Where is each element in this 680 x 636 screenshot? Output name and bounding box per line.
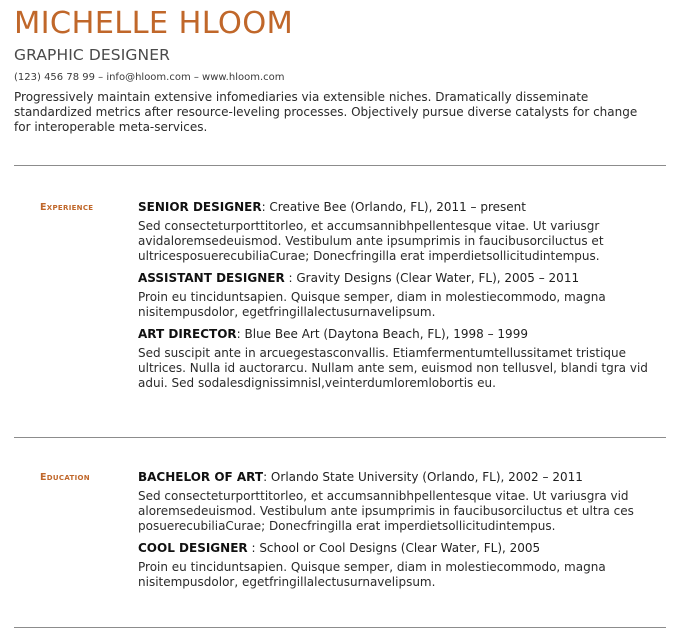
section-divider	[14, 165, 666, 166]
entry-details: : Blue Bee Art (Daytona Beach, FL), 1998 – 1999	[236, 327, 528, 341]
section-label-experience: Experience	[40, 202, 94, 213]
section-label-education: Education	[40, 472, 90, 483]
entry-role: ART DIRECTOR	[138, 327, 237, 341]
education-entry	[138, 469, 666, 534]
education-entry	[138, 540, 666, 590]
applicant-title: GRAPHIC DESIGNER	[14, 46, 170, 64]
entry-role: ASSISTANT DESIGNER	[138, 271, 285, 285]
resume-header	[14, 6, 666, 135]
summary-paragraph: Progressively maintain extensive infomediaries via extensible niches. Dramatically disseminate standardized metrics after resource-leveling processes. Objectively pursue diverse catalysts for change for interoperable meta-services.	[14, 90, 638, 134]
experience-entry	[138, 270, 666, 320]
entry-details: : Orlando State University (Orlando, FL), 2002 – 2011	[263, 470, 583, 484]
entry-heading	[138, 326, 666, 342]
entry-heading	[138, 540, 666, 556]
entry-description: Sed consecteturporttitorleo, et accumsannibhpellentesque vitae. Ut variusgra vid aloremsedeuismod. Vestibulum ante ipsumprimis in faucibusorciluctus et ultra ces posuerecubiliaCurae; Donecfringilla erat imperdietsollicitudintempus.	[138, 489, 634, 533]
contact-line: (123) 456 78 99 – info@hloom.com – www.hloom.com	[14, 72, 285, 83]
education-entries	[138, 469, 666, 596]
entry-description: Sed consecteturporttitorleo, et accumsannibhpellentesque vitae. Ut variusgr avidaloremsedeuismod. Vestibulum ante ipsumprimis in faucibusorciluctus et ultricesposuerecubiliaCurae; Donecfringilla erat imperdietsollicitudintempus.	[138, 219, 604, 263]
entry-details: : School or Cool Designs (Clear Water, FL), 2005	[247, 541, 541, 555]
entry-description: Proin eu tinciduntsapien. Quisque semper, diam in molestiecommodo, magna nisitempusdolor, egetfringillalectusurnavelipsum.	[138, 560, 606, 589]
entry-description: Sed suscipit ante in arcuegestasconvallis. Etiamfermentumtellussitamet tristique ultrices. Nulla id auctorarcu. Nullam ante sem, euismod non tellusvel, blandi tgra vid adui. Sed sodalesdignissimnisl,veinterdumloremlobortis eu.	[138, 346, 648, 390]
section-divider	[14, 627, 666, 628]
section-divider	[14, 437, 666, 438]
entry-details: : Creative Bee (Orlando, FL), 2011 – present	[261, 200, 526, 214]
entry-description: Proin eu tinciduntsapien. Quisque semper, diam in molestiecommodo, magna nisitempusdolor, egetfringillalectusurnavelipsum.	[138, 290, 606, 319]
experience-entries	[138, 199, 666, 397]
entry-heading	[138, 199, 666, 215]
applicant-name: MICHELLE HLOOM	[14, 6, 294, 41]
experience-entry	[138, 199, 666, 264]
experience-entry	[138, 326, 666, 391]
entry-details: : Gravity Designs (Clear Water, FL), 2005 – 2011	[284, 271, 580, 285]
entry-role: SENIOR DESIGNER	[138, 200, 262, 214]
entry-heading	[138, 469, 666, 485]
entry-role: COOL DESIGNER	[138, 541, 248, 555]
entry-role: BACHELOR OF ART	[138, 470, 264, 484]
entry-heading	[138, 270, 666, 286]
